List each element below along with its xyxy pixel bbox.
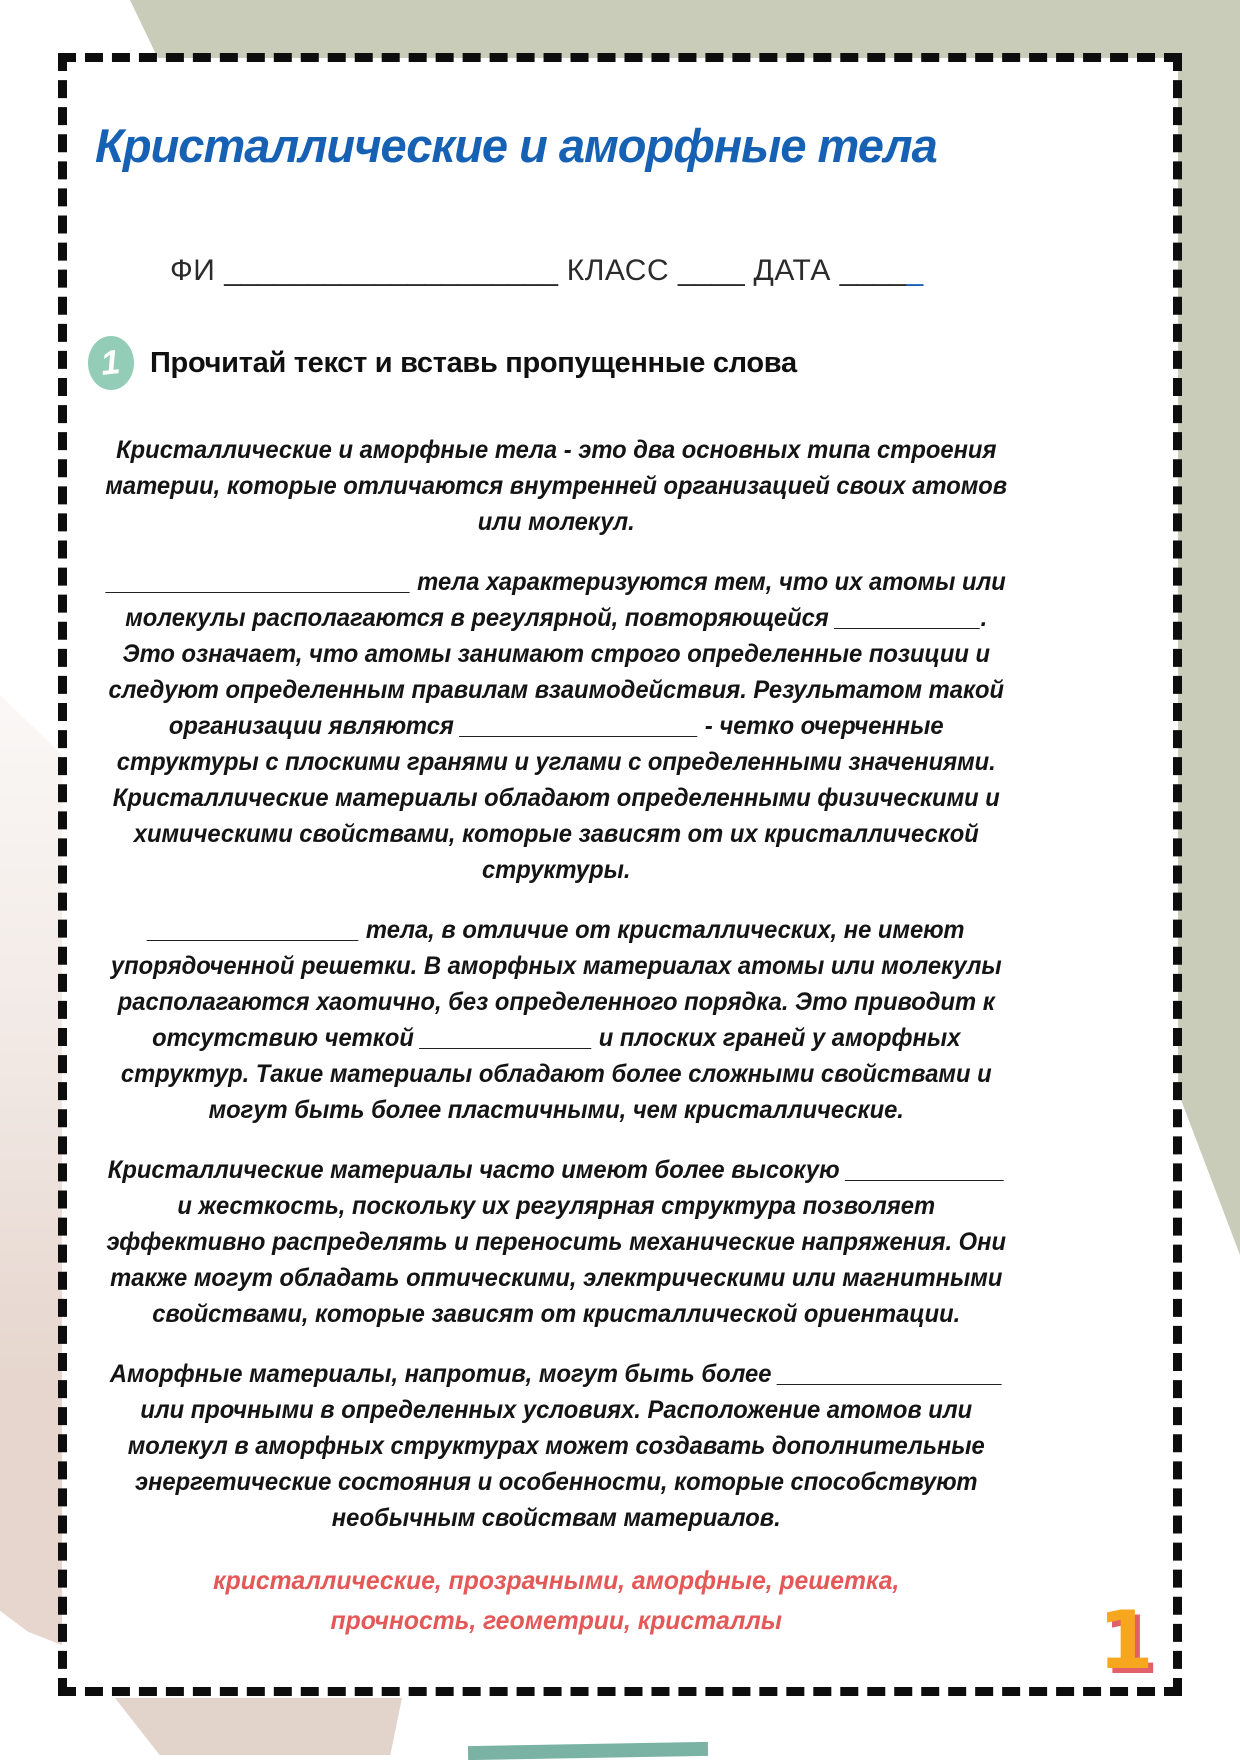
fi-label: ФИ bbox=[170, 254, 216, 287]
task-title: Прочитай текст и вставь пропущенные слова bbox=[150, 346, 797, 379]
date-blank-blue-tip: _ bbox=[906, 254, 924, 287]
date-blank-line: ____ bbox=[839, 254, 907, 287]
worksheet-paragraph: _______________________ тела характеризуются тем, что их атомы или молекулы располагаются в регулярной, повторяющейся ___________. Это означает, что атомы занимают строго определенные позиции и следуют определенным правилам взаимодействия. Результатом такой организации являются __________________ - четко очерченные структуры с плоскими гранями и углами с определенными значениями. Кристаллические материалы обладают определенными физическими и химическими свойствами, которые зависят от их кристаллической структуры. bbox=[106, 568, 1006, 884]
worksheet-paragraph: Кристаллические материалы часто имеют более высокую ____________ и жесткость, поскольку их регулярная структура позволяет эффективно распределять и переносить механические напряжения. Они также могут обладать оптическими, электрическими или магнитными свойствами, которые зависят от кристаллической ориентации. bbox=[106, 1156, 1007, 1328]
date-label: ДАТА bbox=[753, 254, 831, 287]
task-number-badge bbox=[88, 336, 134, 390]
page-number: 1 bbox=[1098, 1594, 1154, 1687]
worksheet-body bbox=[105, 432, 1008, 1640]
worksheet-paragraph: ________________ тела, в отличие от кристаллических, не имеют упорядоченной решетки. В аморфных материалах атомы или молекулы располагаются хаотично, без определенного порядка. Это приводит к отсутствию четкой _____________ и плоских граней у аморфных структур. Такие материалы обладают более сложными свойствами и могут быть более пластичными, чем кристаллические. bbox=[110, 916, 1002, 1124]
class-label: КЛАСС bbox=[566, 254, 670, 287]
fi-blank-line: ____________________ bbox=[224, 254, 558, 287]
word-bank: кристаллические, прозрачными, аморфные, решетка, прочность, геометрии, кристаллы bbox=[213, 1565, 900, 1635]
task-number: 1 bbox=[98, 342, 122, 383]
worksheet-paragraph: Аморфные материалы, напротив, могут быть более _________________ или прочными в определенных условиях. Расположение атомов или молекул в аморфных структурах может создавать дополнительные энергетические состояния и особенности, которые способствуют необычным свойствам материалов. bbox=[109, 1360, 1003, 1532]
student-info-line bbox=[170, 254, 923, 288]
page-title: Кристаллические и аморфные тела bbox=[95, 119, 937, 172]
class-blank-line: ____ bbox=[677, 254, 745, 287]
task-1-header bbox=[88, 336, 797, 390]
worksheet-paragraph: Кристаллические и аморфные тела - это два основных типа строения материи, которые отличаются внутренней организацией своих атомов или молекул. bbox=[105, 436, 1008, 536]
